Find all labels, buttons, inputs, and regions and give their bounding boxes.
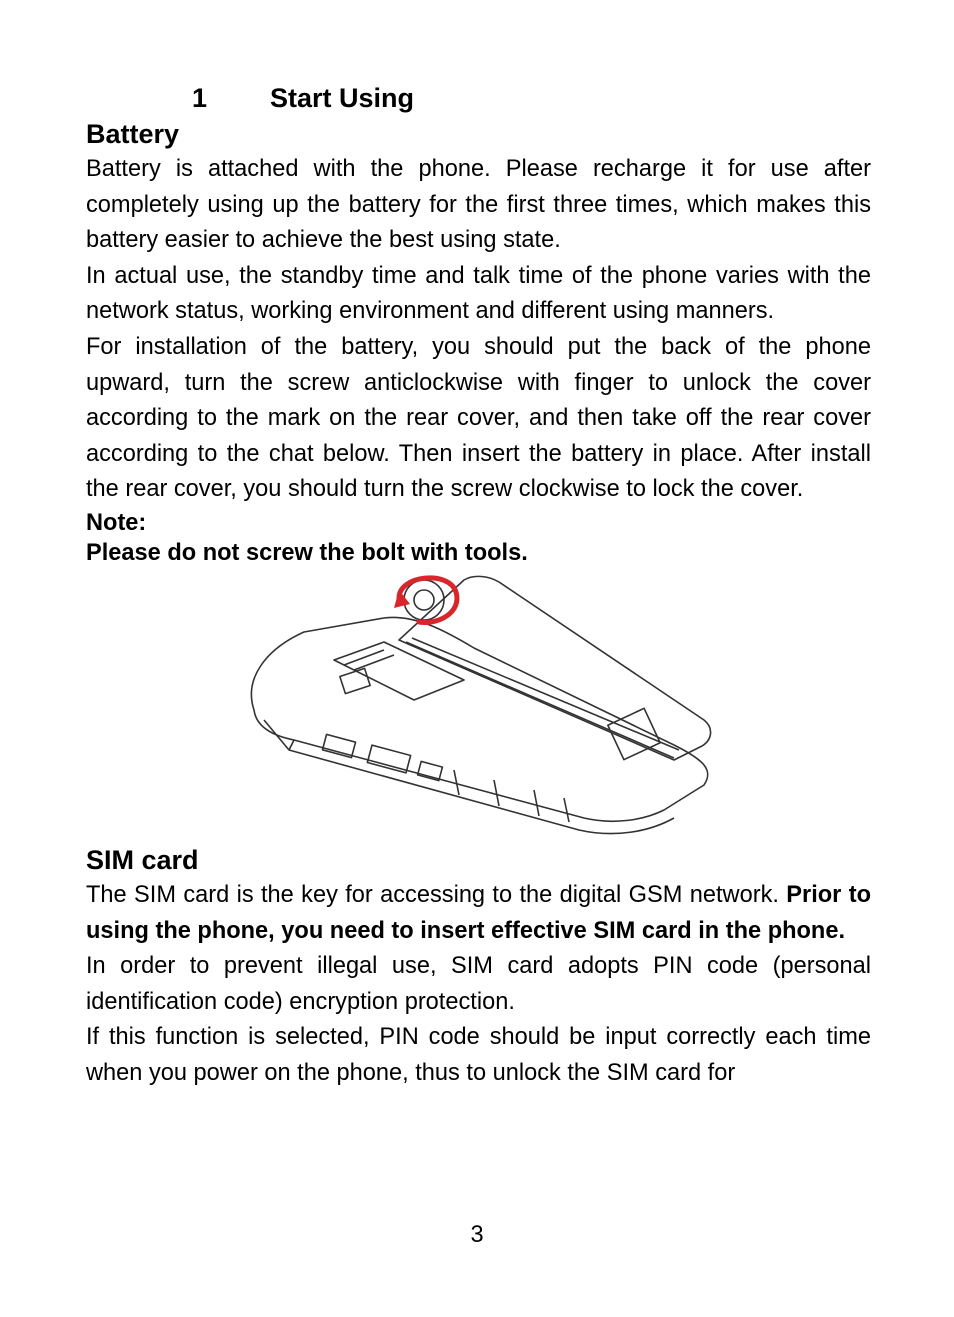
phone-battery-cover-illustration xyxy=(234,570,734,838)
sim-paragraph-1 xyxy=(86,878,871,949)
sim-paragraph-1-plain: The SIM card is the key for accessing to the digital GSM network. xyxy=(86,881,787,908)
sim-paragraph-2: In order to prevent illegal use, SIM card adopts PIN code (personal identification code) encryption protection. xyxy=(86,953,871,1015)
chapter-number: 1 xyxy=(192,83,208,113)
chapter-title xyxy=(192,80,871,116)
sim-paragraph-1-bold: Prior to using the phone, you need to insert effective SIM card in the phone. xyxy=(86,881,871,944)
sim-paragraph-3: If this function is selected, PIN code should be input correctly each time when you power on the phone, thus to unlock the SIM card for xyxy=(86,1024,871,1086)
manual-page xyxy=(86,80,871,1092)
battery-heading: Battery xyxy=(86,119,180,149)
note-text: Please do not screw the bolt with tools. xyxy=(86,539,528,566)
phone-illustration-icon xyxy=(234,570,734,838)
battery-paragraph-1: Battery is attached with the phone. Please recharge it for use after completely using up the battery for the first three times, which makes this battery easier to achieve the best using state. xyxy=(86,156,871,254)
sim-heading: SIM card xyxy=(86,844,199,875)
chapter-name: Start Using xyxy=(270,83,415,113)
note-label: Note: xyxy=(86,509,147,536)
page-number: 3 xyxy=(470,1222,484,1248)
battery-paragraph-2: In actual use, the standby time and talk time of the phone varies with the network status, working environment and different using manners. xyxy=(86,262,871,325)
battery-paragraph-3: For installation of the battery, you should put the back of the phone upward, turn the screw anticlockwise with finger to unlock the cover according to the mark on the rear cover, and then take off the rear cover according to the chat below. Then insert the battery in place. After install the rear cover, you should turn the screw clockwise to lock the cover. xyxy=(86,333,871,503)
